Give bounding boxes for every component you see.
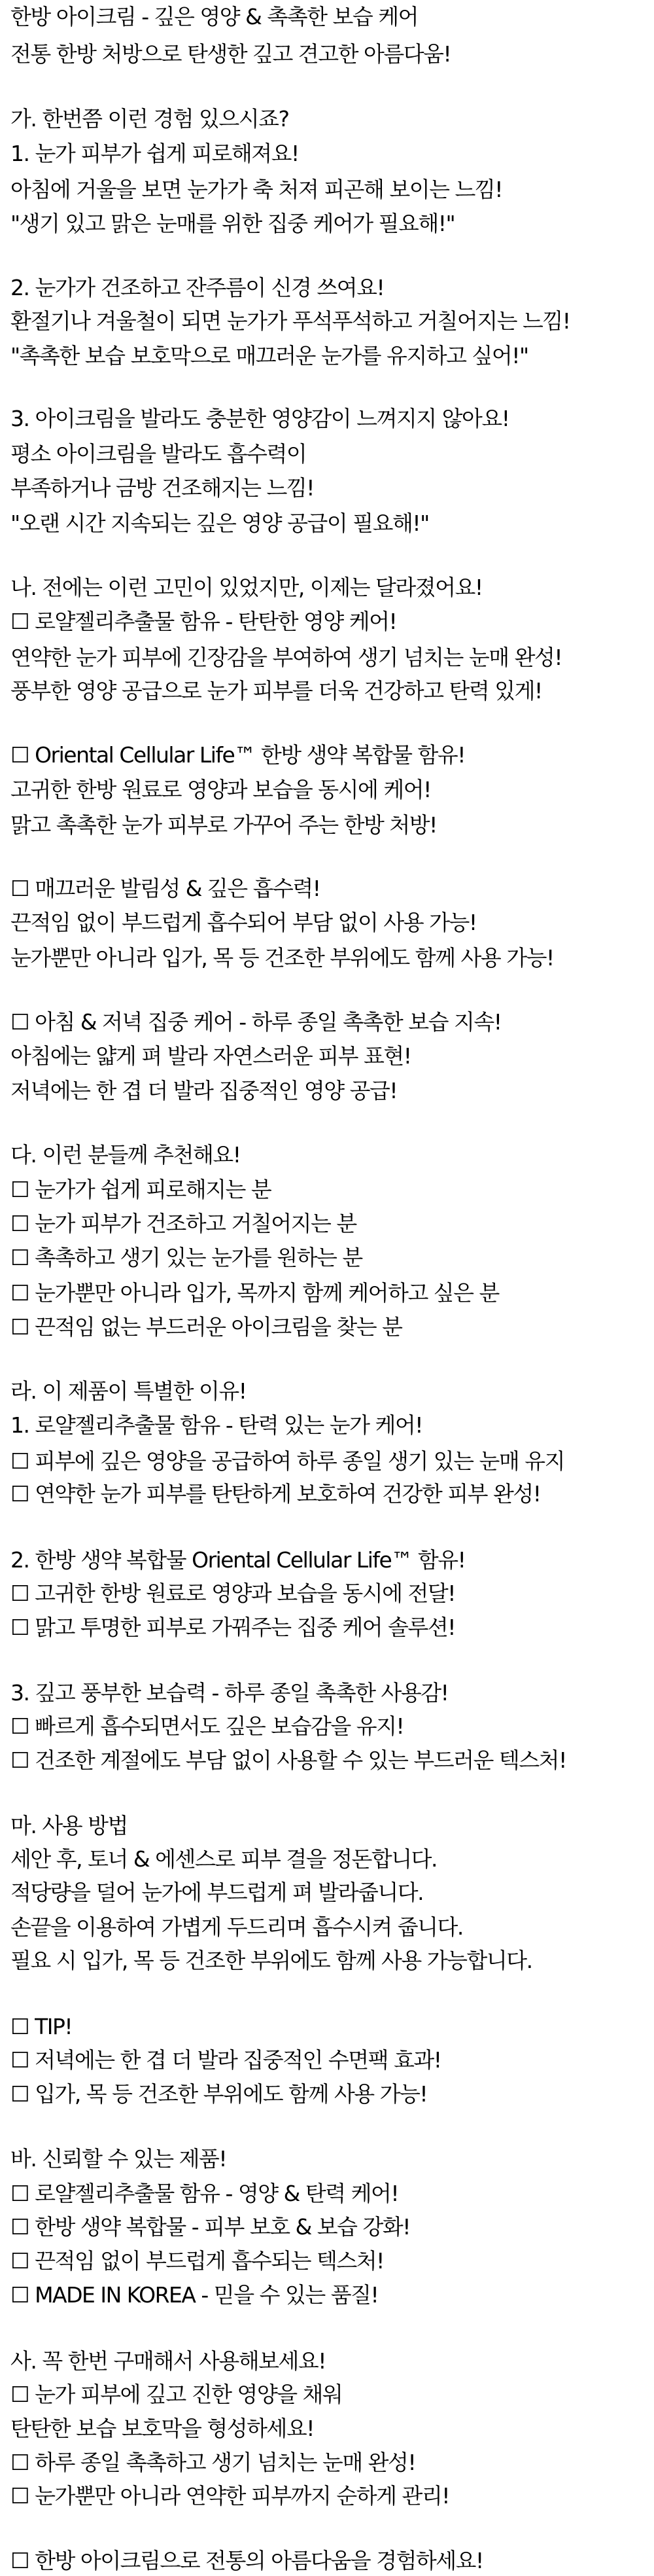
body-line: 아침에는 얇게 펴 발라 자연스러운 피부 표현! — [10, 1043, 411, 1069]
body-line: 부족하거나 금방 건조해지는 느낌! — [10, 475, 314, 501]
body-line: 눈가뿐만 아니라 입가, 목 등 건조한 부위에도 함께 사용 가능! — [10, 945, 554, 971]
checklist-item: ☐ 건조한 계절에도 부담 없이 사용할 수 있는 부드러운 텍스처! — [10, 1747, 566, 1773]
product-title: 한방 아이크림 - 깊은 영양 & 촉촉한 보습 케어 — [10, 4, 418, 29]
body-line: 필요 시 입가, 목 등 건조한 부위에도 함께 사용 가능합니다. — [10, 1948, 532, 1973]
checklist-item: ☐ 고귀한 한방 원료로 영양과 보습을 동시에 전달! — [10, 1581, 455, 1606]
body-line: 탄탄한 보습 보호막을 형성하세요! — [10, 2416, 314, 2441]
checklist-item: ☐ MADE IN KOREA - 믿을 수 있는 품질! — [10, 2282, 379, 2308]
checklist-item: ☐ 피부에 깊은 영양을 공급하여 하루 종일 생기 있는 눈매 유지 — [10, 1448, 565, 1474]
body-line: 평소 아이크림을 발라도 흡수력이 — [10, 441, 307, 467]
body-line: 아침에 거울을 보면 눈가가 축 처져 피곤해 보이는 느낌! — [10, 177, 502, 202]
checklist-item: ☐ 매끄러운 발림성 & 깊은 흡수력! — [10, 876, 320, 901]
checklist-item: ☐ 아침 & 저녁 집중 케어 - 하루 종일 촉촉한 보습 지속! — [10, 1009, 502, 1035]
item-heading: 3. 아이크림을 발라도 충분한 영양감이 느껴지지 않아요! — [10, 406, 509, 431]
quote-line: "오랜 시간 지속되는 깊은 영양 공급이 필요해!" — [10, 510, 429, 536]
item-heading: 2. 눈가가 건조하고 잔주름이 신경 쓰여요! — [10, 275, 385, 300]
checklist-item: ☐ 눈가뿐만 아니라 연약한 피부까지 순하게 관리! — [10, 2483, 449, 2509]
item-heading: 3. 깊고 풍부한 보습력 - 하루 종일 촉촉한 사용감! — [10, 1680, 449, 1706]
product-subtitle: 전통 한방 처방으로 탄생한 깊고 견고한 아름다움! — [10, 41, 451, 67]
body-line: 고귀한 한방 원료로 영양과 보습을 동시에 케어! — [10, 777, 431, 802]
item-heading: 2. 한방 생약 복합물 Oriental Cellular Life™ 함유! — [10, 1547, 466, 1573]
checklist-item: ☐ 눈가 피부에 깊고 진한 영양을 채워 — [10, 2382, 343, 2407]
body-line: 연약한 눈가 피부에 긴장감을 부여하여 생기 넘치는 눈매 완성! — [10, 645, 562, 670]
checklist-item: ☐ 로얄젤리추출물 함유 - 영양 & 탄력 케어! — [10, 2181, 399, 2206]
section-heading: 다. 이런 분들께 추천해요! — [10, 1142, 241, 1168]
checklist-item: ☐ 끈적임 없이 부드럽게 흡수되는 텍스처! — [10, 2248, 384, 2274]
checklist-item: ☐ 눈가 피부가 건조하고 거칠어지는 분 — [10, 1211, 356, 1236]
body-line: 적당량을 덜어 눈가에 부드럽게 펴 발라줍니다. — [10, 1880, 424, 1905]
quote-line: "생기 있고 맑은 눈매를 위한 집중 케어가 필요해!" — [10, 211, 455, 236]
body-line: 저녁에는 한 겹 더 발라 집중적인 영양 공급! — [10, 1078, 398, 1103]
checklist-item: ☐ 저녁에는 한 겹 더 발라 집중적인 수면팩 효과! — [10, 2047, 441, 2073]
body-line: 손끝을 이용하여 가볍게 두드리며 흡수시켜 줍니다. — [10, 1914, 463, 1940]
section-heading: 마. 사용 방법 — [10, 1813, 128, 1838]
checklist-item: ☐ 눈가뿐만 아니라 입가, 목까지 함께 케어하고 싶은 분 — [10, 1280, 499, 1306]
body-line: 환절기나 겨울철이 되면 눈가가 푸석푸석하고 거칠어지는 느낌! — [10, 308, 570, 334]
checklist-item: ☐ 맑고 투명한 피부로 가꿔주는 집중 케어 솔루션! — [10, 1615, 455, 1640]
section-heading: 라. 이 제품이 특별한 이유! — [10, 1378, 247, 1404]
body-line: 맑고 촉촉한 눈가 피부로 가꾸어 주는 한방 처방! — [10, 812, 437, 838]
checklist-item: ☐ 빠르게 흡수되면서도 깊은 보습감을 유지! — [10, 1713, 404, 1739]
quote-line: "촉촉한 보습 보호막으로 매끄러운 눈가를 유지하고 싶어!" — [10, 343, 528, 368]
item-heading: 1. 로얄젤리추출물 함유 - 탄력 있는 눈가 케어! — [10, 1412, 422, 1438]
checklist-item: ☐ 한방 생약 복합물 - 피부 보호 & 보습 강화! — [10, 2214, 411, 2240]
checklist-item: ☐ 눈가가 쉽게 피로해지는 분 — [10, 1177, 271, 1202]
checklist-item: ☐ 끈적임 없는 부드러운 아이크림을 찾는 분 — [10, 1314, 402, 1340]
checklist-item: ☐ 하루 종일 촉촉하고 생기 넘치는 눈매 완성! — [10, 2450, 416, 2475]
checklist-item: ☐ 연약한 눈가 피부를 탄탄하게 보호하여 건강한 피부 완성! — [10, 1481, 541, 1507]
checklist-item: ☐ TIP! — [10, 2014, 73, 2039]
section-heading: 사. 꼭 한번 구매해서 사용해보세요! — [10, 2348, 326, 2374]
item-heading: 1. 눈가 피부가 쉽게 피로해져요! — [10, 141, 299, 166]
checklist-item: ☐ Oriental Cellular Life™ 한방 생약 복합물 함유! — [10, 742, 465, 768]
section-heading: 나. 전에는 이런 고민이 있었지만, 이제는 달라졌어요! — [10, 575, 483, 600]
checklist-item: ☐ 로얄젤리추출물 함유 - 탄탄한 영양 케어! — [10, 609, 397, 634]
checklist-item: ☐ 입가, 목 등 건조한 부위에도 함께 사용 가능! — [10, 2081, 428, 2107]
body-line: 끈적임 없이 부드럽게 흡수되어 부담 없이 사용 가능! — [10, 910, 477, 935]
section-heading: 바. 신뢰할 수 있는 제품! — [10, 2146, 227, 2172]
body-line: 풍부한 영양 공급으로 눈가 피부를 더욱 건강하고 탄력 있게! — [10, 678, 542, 704]
section-heading: 가. 한번쯤 이런 경험 있으시죠? — [10, 106, 289, 132]
body-line: 세안 후, 토너 & 에센스로 피부 결을 정돈합니다. — [10, 1846, 437, 1872]
checklist-item: ☐ 촉촉하고 생기 있는 눈가를 원하는 분 — [10, 1245, 362, 1270]
checklist-item: ☐ 한방 아이크림으로 전통의 아름다움을 경험하세요! — [10, 2548, 483, 2573]
